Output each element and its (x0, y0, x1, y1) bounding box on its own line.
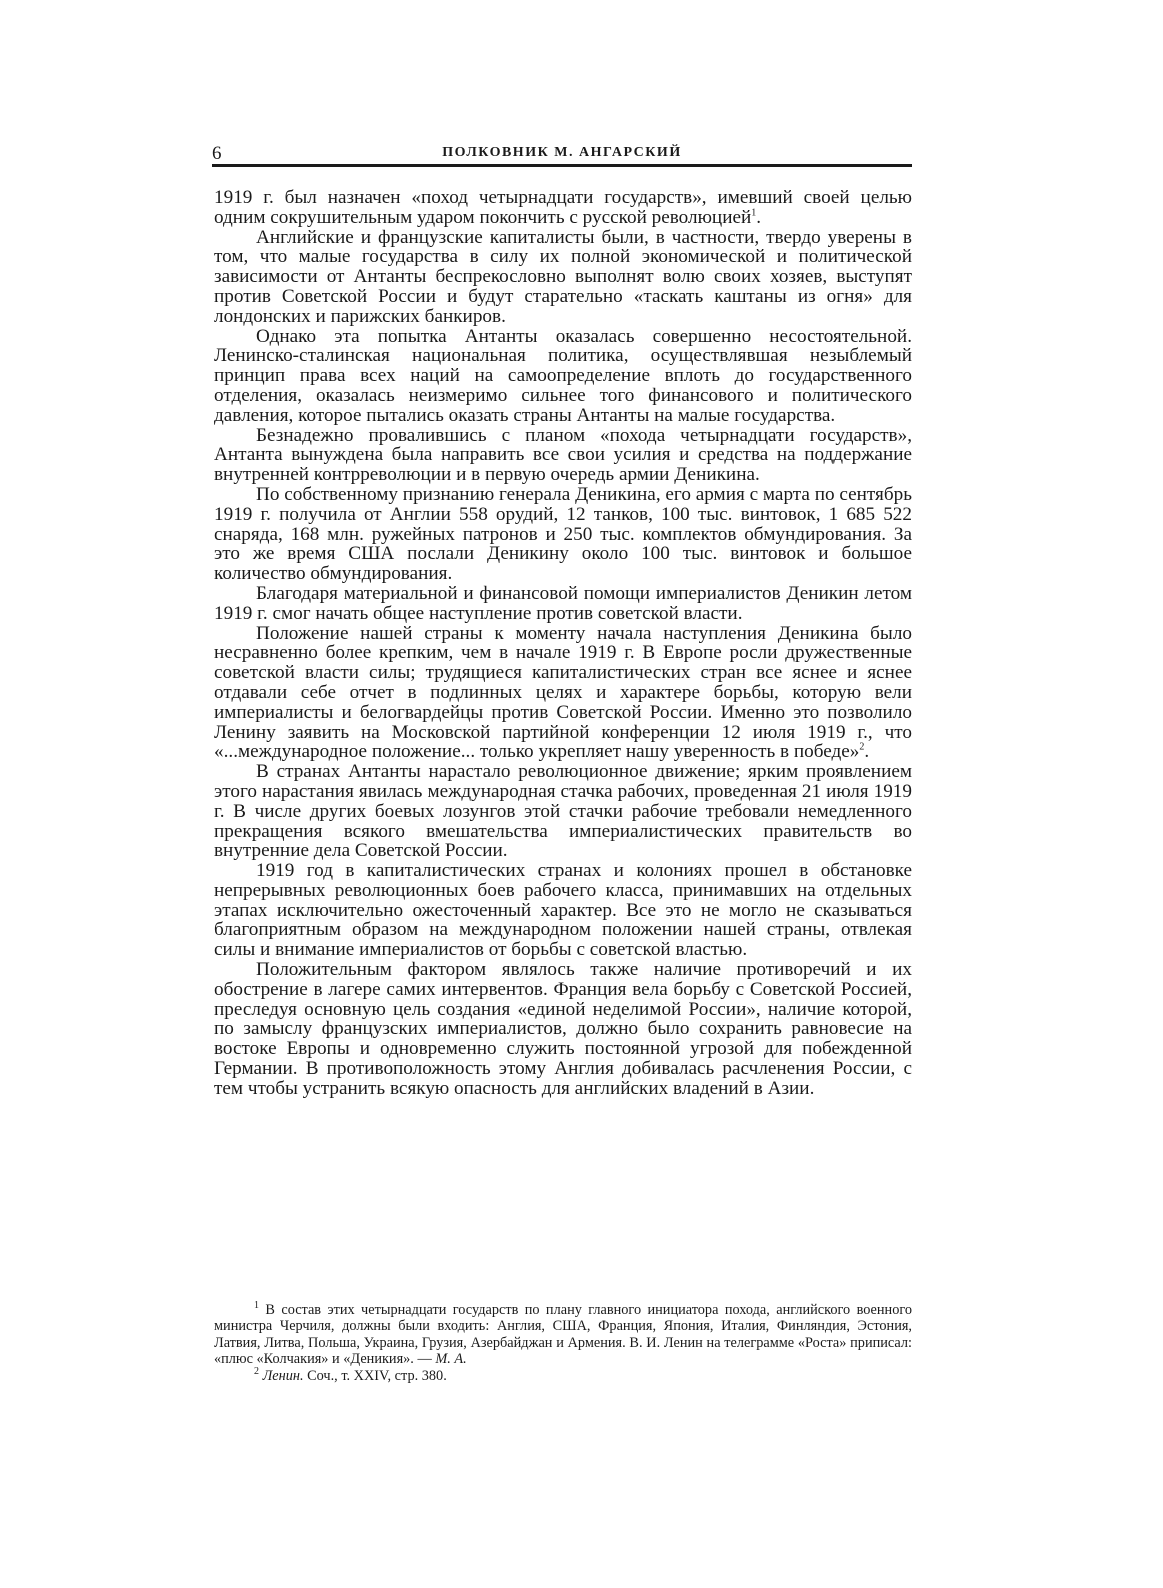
footnote: $^2$ Ленин. Соч., т. XXIV, стр. 380. (254, 1365, 447, 1384)
page-number: 6 (212, 143, 222, 164)
footnote-ref: 1 (751, 207, 757, 219)
paragraph: Положительным фактором являлось также наличие противоречий и их обострение в лагере самих интервентов. Франция вела борьбу с Советской Россией, преследуя основную цель создания «единой неделимой России», наличие которой, по замыслу французских империалистов, должно было сохранить равновесие на востоке Европы и одновременно служить постоянной угрозой для побежденной Германии. В противоположность этому Англия добивалась расчленения России, с тем чтобы устранить всякую опасность для английских владений в Азии. (214, 959, 912, 1099)
header-rule (212, 164, 912, 167)
footnote-author: Ленин. (262, 1367, 304, 1384)
paragraph: 1919 г. был назначен «поход четырнадцати государств», имевший своей целью одним сокрушительным ударом покончить с русской революцией$^1$. (214, 187, 912, 228)
paragraph: Благодаря материальной и финансовой помощи империалистов Деникин летом 1919 г. смог начать общее наступление против советской власти. (214, 582, 912, 624)
paragraph: Английские и французские капиталисты были, в частности, твердо уверены в том, что малые государства в силу их полной экономической и политической зависимости от Антанты беспрекословно выполнят волю своих хозяев, выступят против Советской России и будут старательно «таскать каштаны из огня» для лондонских и парижских банкиров. (214, 226, 912, 327)
page-header (212, 143, 912, 165)
paragraph: Безнадежно провалившись с планом «похода четырнадцати государств», Антанта вынуждена была направить все свои усилия и средства на поддержание внутренней контрреволюции и в первую очередь армии Деникина. (214, 424, 912, 486)
paragraph: В странах Антанты нарастало революционное движение; ярким проявлением этого нарастания явилась международная стачка рабочих, проведенная 21 июля 1919 г. В числе других боевых лозунгов этой стачки рабочие требовали немедленного прекращения всякого вмешательства империалистических правительств во внутренние дела Советской России. (214, 761, 912, 862)
footnote: $^1$ В состав этих четырнадцати государств по плану главного инициатора похода, английского военного министра Черчиля, должны были входить: Англия, США, Франция, Япония, Италия, Финляндия, Эстония, Латвия, Литва, Польша, Украина, Грузия, Азербайджан и Армения. В. И. Ленин на телеграмме «Роста» приписал: «плюс «Колчакия» и «Деникия». — М. А. (214, 1300, 912, 1368)
paragraph: Однако эта попытка Антанты оказалась совершенно несостоятельной. Ленинско-сталинская национальная политика, осуществлявшая незыблемый принцип права всех наций на самоопределение вплоть до государственного отделения, оказалась неизмеримо сильнее того финансового и политического давления, которое пытались оказать страны Антанты на малые государства. (214, 325, 912, 426)
footnote-mark: 2 (254, 1365, 259, 1377)
footnote-signature: М. А. (435, 1351, 467, 1368)
paragraph: Положение нашей страны к моменту начала наступления Деникина было несравненно более крепким, чем в начале 1919 г. В Европе росли дружественные советской власти силы; трудящиеся капиталистических стран все яснее и яснее отдавали себе отчет в подлинных целях и характере борьбы, которую вели империалисты и белогвардейцы против Советской России. Именно это позволило Ленину заявить на Московской партийной конференции 12 июля 1919 г., что «...международное положение... только укрепляет нашу уверенность в победе»$^2$. (214, 622, 912, 763)
body-text (214, 188, 912, 1099)
paragraph: По собственному признанию генерала Деникина, его армия с марта по сентябрь 1919 г. получила от Англии 558 орудий, 12 танков, 100 тыс. винтовок, 1 685 522 снаряда, 168 млн. ружейных патронов и 250 тыс. комплектов обмундирования. За это же время США послали Деникину около 100 тыс. винтовок и большое количество обмундирования. (214, 483, 912, 585)
footnote-ref: 2 (859, 741, 865, 753)
paragraph: 1919 год в капиталистических странах и колониях прошел в обстановке непрерывных революционных боев рабочего класса, принимавших на отдельных этапах исключительно ожесточенный характер. Все это не могло не сказываться благоприятным образом на международном положении нашей страны, отвлекая силы и внимание империалистов от борьбы с советской властью. (214, 860, 912, 961)
footnotes (214, 1302, 912, 1384)
running-title: ПОЛКОВНИК М. АНГАРСКИЙ (442, 145, 682, 160)
footnote-mark: 1 (254, 1300, 259, 1312)
